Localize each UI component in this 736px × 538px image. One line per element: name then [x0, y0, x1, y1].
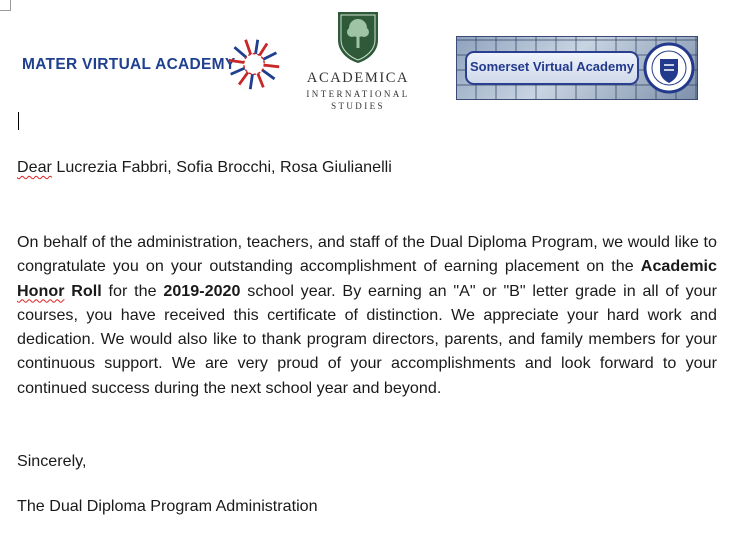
body-text-3: school year. By earning an "A" or "B" letter grade in all of your courses, you have received this certificate of distinction. We appreciate your hard work and dedication. We would also like to thank program directors, parents, and family members for your continuous support. We are very proud of your accomplishments and look forward to your continued success during the next school year and beyond.: [17, 281, 718, 397]
academica-subtitle-line2: STUDIES: [331, 101, 385, 111]
salutation-word: Dear: [17, 158, 52, 176]
text-cursor: [18, 112, 19, 130]
letter-body: [17, 230, 717, 400]
shield-tree-icon: [336, 10, 380, 64]
body-text-1: On behalf of the administration, teachers, and staff of the Dual Diploma Program, we would like to congratulate you on your outstanding accomplishment of earning placement on the: [17, 233, 717, 276]
honor-roll-roll: Roll: [71, 281, 102, 300]
academica-international-studies-logo: [298, 10, 418, 120]
salutation: [17, 158, 392, 177]
signature: The Dual Diploma Program Administration: [17, 497, 318, 515]
academica-subtitle-line1: INTERNATIONAL: [306, 89, 410, 99]
somerset-logo-text: Somerset Virtual Academy: [465, 51, 639, 85]
academica-title: ACADEMICA: [306, 70, 410, 86]
school-year: 2019-2020: [163, 281, 241, 300]
page-corner-mark: [0, 0, 11, 11]
honor-roll-honor: Honor: [17, 281, 65, 300]
mater-virtual-academy-logo: [22, 36, 280, 94]
starburst-icon: [226, 36, 282, 92]
closing: Sincerely,: [17, 452, 87, 470]
body-text-2: for the: [101, 281, 164, 300]
recipient-names: Lucrezia Fabbri, Sofia Brocchi, Rosa Giulianelli: [56, 158, 392, 176]
academica-subtitle: [298, 88, 418, 112]
somerset-virtual-academy-logo: [456, 36, 698, 100]
mater-logo-text: MATER VIRTUAL ACADEMY: [22, 56, 236, 73]
school-seal-icon: [643, 41, 695, 95]
honor-roll-academic: Academic: [640, 257, 717, 276]
